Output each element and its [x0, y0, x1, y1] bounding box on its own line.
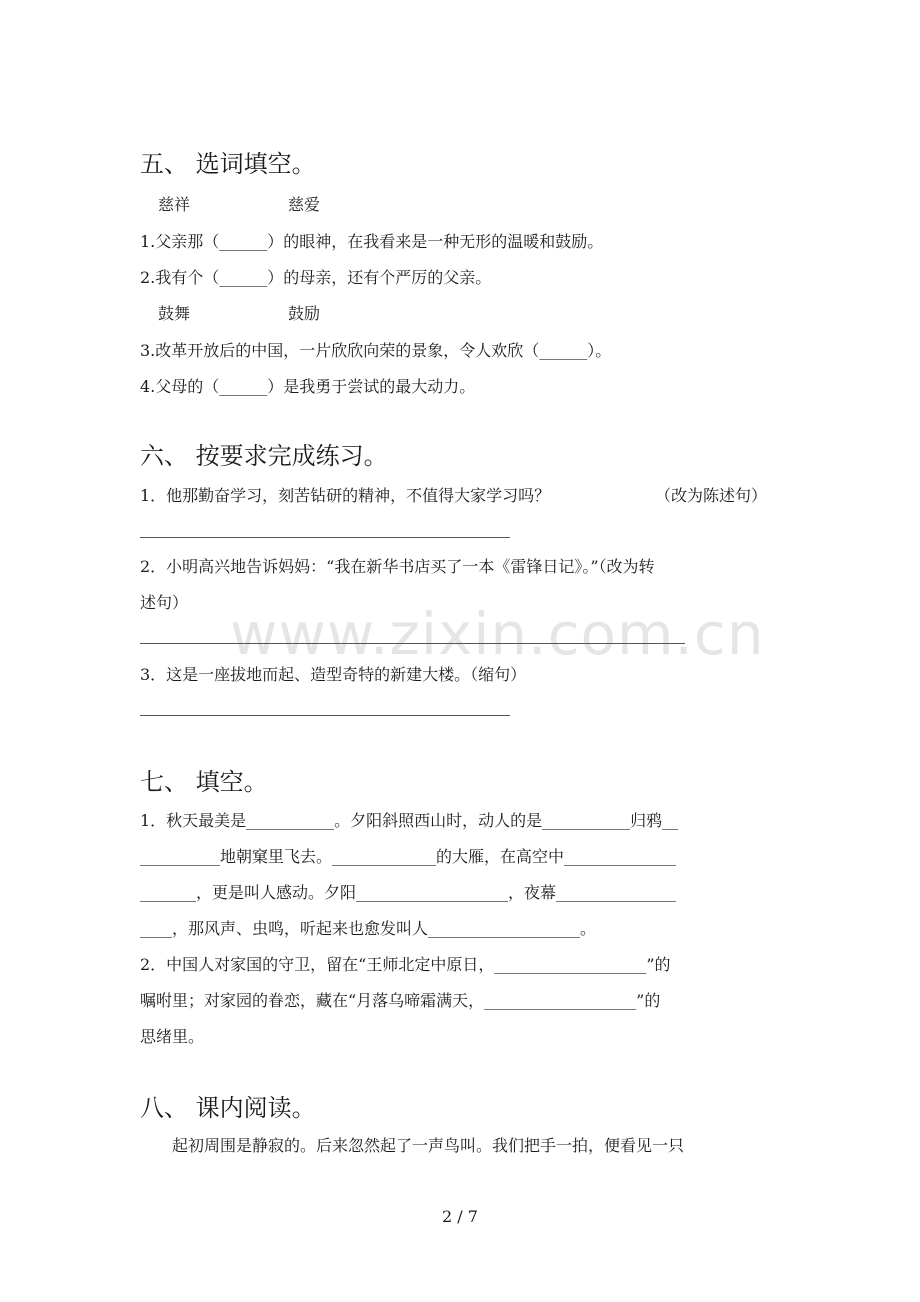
section-5-title: 五、 选词填空。: [140, 150, 316, 178]
question-text: 述句）: [140, 593, 189, 612]
fill-line: 思绪里。: [140, 1027, 205, 1046]
fill-line: _______，更是叫人感动。夕阳___________________，夜幕_______________: [140, 883, 677, 902]
question-text: 3.改革开放后的中国，一片欣欣向荣的景象，令人欢欣（______）。: [140, 341, 612, 360]
question-text: 1.父亲那（______）的眼神，在我看来是一种无形的温暖和鼓励。: [140, 232, 604, 251]
answer-line: [140, 715, 510, 716]
fill-line: 1．秋天最美是___________。夕阳斜照西山时，动人的是___________归鸦__: [140, 811, 679, 830]
question-text: 2．小明高兴地告诉妈妈：“我在新华书店买了一本《雷锋日记》。”（改为转: [140, 557, 655, 576]
watermark: www.zixin.com.cn: [230, 600, 765, 668]
reading-paragraph: 起初周围是静寂的。后来忽然起了一声鸟叫。我们把手一拍，便看见一只: [172, 1136, 685, 1155]
word-option: 慈爱: [288, 195, 321, 214]
fill-line: 2．中国人对家国的守卫，留在“王师北定中原日，___________________”的: [140, 955, 671, 974]
page-number: 2 / 7: [442, 1207, 478, 1226]
fill-line: __________地朝窠里飞去。_____________的大雁，在高空中______________: [140, 847, 677, 866]
fill-line: 嘱咐里；对家园的眷恋，藏在“月落乌啼霜满天，___________________”的: [140, 991, 661, 1010]
answer-line: [140, 643, 685, 644]
answer-line: [140, 537, 510, 538]
word-option: 慈祥: [158, 195, 191, 214]
section-6-title: 六、 按要求完成练习。: [140, 442, 388, 470]
question-text: 4.父母的（______）是我勇于尝试的最大动力。: [140, 377, 476, 396]
question-text: 3．这是一座拔地而起、造型奇特的新建大楼。（缩句）: [140, 665, 527, 684]
section-7-title: 七、 填空。: [140, 768, 268, 796]
question-requirement: （改为陈述句）: [655, 486, 768, 505]
question-text: 1．他那勤奋学习，刻苦钻研的精神，不值得大家学习吗？: [140, 486, 551, 505]
question-text: 2.我有个（______）的母亲，还有个严厉的父亲。: [140, 268, 492, 287]
word-option: 鼓励: [288, 304, 321, 323]
word-option: 鼓舞: [158, 304, 191, 323]
section-8-title: 八、 课内阅读。: [140, 1094, 316, 1122]
fill-line: ____，那风声、虫鸣，听起来也愈发叫人___________________。: [140, 919, 597, 938]
